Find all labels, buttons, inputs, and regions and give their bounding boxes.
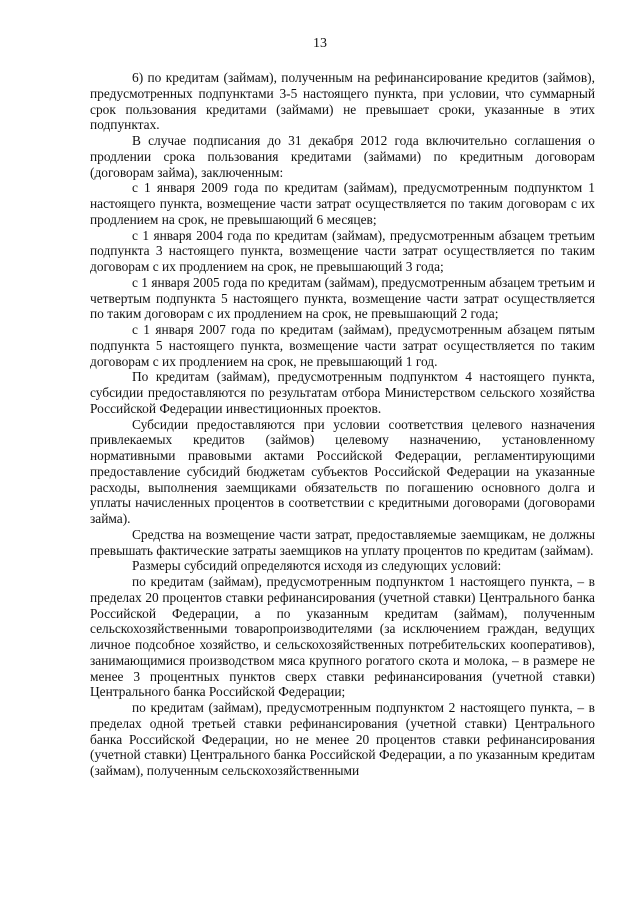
- paragraph: с 1 января 2004 года по кредитам (займам), предусмотренным абзацем третьим подпункта 3 настоящего пункта, возмещение части затрат осуществляется по таким договорам с их продлением на срок, не превышающий 3 года;: [90, 227, 595, 274]
- paragraph: Размеры субсидий определяются исходя из следующих условий:: [132, 558, 502, 574]
- paragraph: Средства на возмещение части затрат, предоставляемые заемщикам, не должны превышать фактические затраты заемщиков на уплату процентов по кредитам (займам).: [90, 526, 595, 558]
- paragraph: В случае подписания до 31 декабря 2012 года включительно соглашения о продлении срока пользования кредитами (займами) по кредитным договорам (договорам займа), заключенным:: [90, 133, 595, 180]
- document-body: [90, 70, 595, 779]
- paragraph: Субсидии предоставляются при условии соответствия целевого назначения привлекаемых кредитов (займов) целевому назначению, установленному нормативными правовыми актами Российской Федерации, регламентирующими предоставление субсидий бюджетам субъектов Российской Федерации на указанные расходы, выполнения заемщиками обязательств по погашению основного долга и уплаты начисленных процентов в соответствии с кредитными договорами (договорами займа).: [90, 416, 595, 526]
- paragraph: по кредитам (займам), предусмотренным подпунктом 2 настоящего пункта, – в пределах одной третьей ставки рефинансирования (учетной ставки) Центрального банка Российской Федерации, но не менее 20 процентов ставки рефинансирования (учетной ставки) Центрального банка Российской Федерации, а по указанным кредитам (займам), полученным сельскохозяйственными: [90, 700, 595, 778]
- paragraph: с 1 января 2009 года по кредитам (займам), предусмотренным подпунктом 1 настоящего пункта, возмещение части затрат осуществляется по таким договорам с их продлением на срок, не превышающий 6 месяцев;: [90, 180, 595, 227]
- paragraph: по кредитам (займам), предусмотренным подпунктом 1 настоящего пункта, – в пределах 20 процентов ставки рефинансирования (учетной ставки) Центрального банка Российской Федерации, а по указанным кредитам (займам), полученным сельскохозяйственными товаропроизводителями (за исключением граждан, ведущих личное подсобное хозяйство, и сельскохозяйственных потребительских кооперативов), занимающимися производством мяса крупного рогатого скота и молока, – в размере не менее 3 процентных пунктов сверх ставки рефинансирования (учетной ставки) Центрального банка Российской Федерации;: [90, 574, 595, 700]
- paragraph: с 1 января 2005 года по кредитам (займам), предусмотренным абзацем третьим и четвертым подпункта 5 настоящего пункта, возмещение части затрат осуществляется по таким договорам с их продлением на срок, не превышающий 2 года;: [90, 274, 595, 322]
- page-number: 13: [313, 36, 327, 51]
- paragraph: с 1 января 2007 года по кредитам (займам), предусмотренным абзацем пятым подпункта 5 настоящего пункта, возмещение части затрат осуществляется по таким договорам с их продлением на срок, не превышающий 1 год.: [90, 322, 595, 369]
- paragraph: 6) по кредитам (займам), полученным на рефинансирование кредитов (займов), предусмотренных подпунктами 3-5 настоящего пункта, при условии, что суммарный срок пользования кредитами (займами) не превышает сроки, указанные в этих подпунктах.: [90, 70, 595, 133]
- paragraph: По кредитам (займам), предусмотренным подпунктом 4 настоящего пункта, субсидии предоставляются по результатам отбора Министерством сельского хозяйства Российской Федерации инвестиционных проектов.: [90, 369, 595, 416]
